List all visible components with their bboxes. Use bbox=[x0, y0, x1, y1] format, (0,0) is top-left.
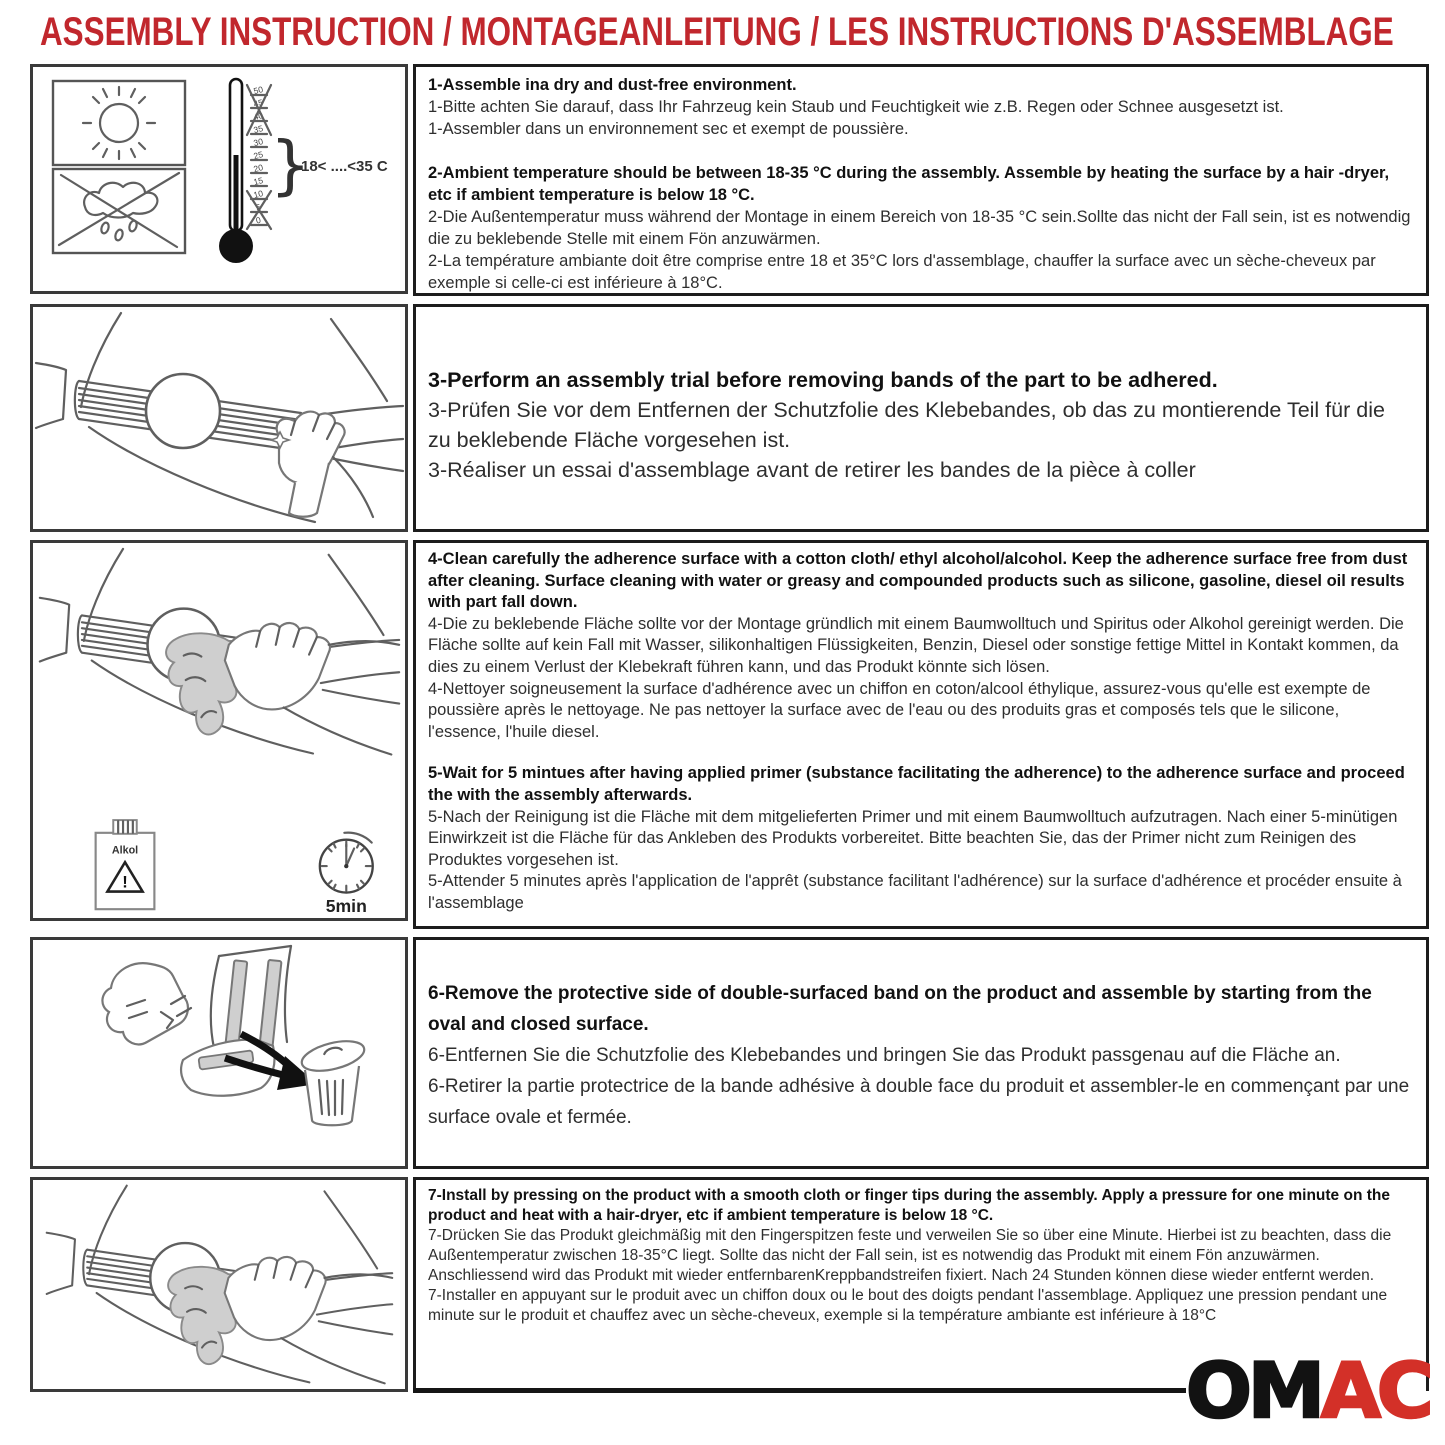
step7-fr: 7-Installer en appuyant sur le produit avec un chiffon doux ou le bout des doigts pendant l'assemblage. Appliquez une pression pendant une minute sur le produit et chauffez avec un sèche-cheveux, exemple si la température ambiante est inférieure à 18°C bbox=[428, 1287, 1388, 1324]
svg-text:25: 25 bbox=[252, 149, 265, 162]
step1-en: 1-Assemble ina dry and dust-free environment. bbox=[428, 76, 797, 94]
svg-text:0: 0 bbox=[254, 214, 262, 226]
step3-de: 3-Prüfen Sie vor dem Entfernen der Schutzfolie des Klebebandes, ob das zu montierende Teil für die zu beklebende Fläche vorgesehen ist. bbox=[428, 398, 1385, 452]
svg-text:Alkol: Alkol bbox=[111, 844, 139, 857]
svg-text:15: 15 bbox=[252, 175, 265, 188]
no-rain-box bbox=[53, 169, 185, 253]
illustration-cleaning bbox=[30, 540, 408, 921]
omac-logo bbox=[1186, 1346, 1430, 1435]
step6-en: 6-Remove the protective side of double-surfaced band on the product and assemble by starting from the oval and closed surface. bbox=[428, 983, 1372, 1035]
step4-fr: 4-Nettoyer soigneusement la surface d'adhérence avec un chiffon en coton/alcool éthylique, assurez-vous qu'elle est exempte de poussière après le nettoyage. Ne pas nettoyer la surface avec de l'eau ou des produits gras et composés tels que le silicone, l'essence, l'huile diesel. bbox=[428, 679, 1371, 741]
step3-fr: 3-Réaliser un essai d'assemblage avant de retirer les bandes de la pièce à coller bbox=[428, 458, 1196, 482]
svg-text:45: 45 bbox=[252, 97, 265, 110]
svg-text:5: 5 bbox=[254, 201, 262, 213]
step5-fr: 5-Attender 5 minutes après l'application de l'apprêt (substance facilitant l'adhérence) sur la surface d'adhérence et procéder ensuite à l'assemblage bbox=[428, 872, 1402, 912]
step5-de: 5-Nach der Reinigung ist die Fläche mit dem mitgelieferten Primer und mit einem Baumwolltuch aufzutragen. Nach einer 5-minütigen Einwirkzeit ist die Fläche für das Ankleben des Produkts vorbereitet. Bitte beachten Sie, das der Primer nicht zum Reinigen des Produktes vorgesehen ist. bbox=[428, 807, 1398, 869]
svg-text:30: 30 bbox=[252, 136, 265, 149]
alcohol-bottle-icon bbox=[96, 820, 155, 909]
step2-de: 2-Die Außentemperatur muss während der Montage in einem Bereich von 18-35 °C sein.Sollte das nicht der Fall sein, ist es notwendig die zu beklebende Stelle mit einem Fön anzuwärmen. bbox=[428, 208, 1411, 248]
section-text-step-6 bbox=[413, 937, 1429, 1169]
svg-text:40: 40 bbox=[252, 110, 265, 123]
svg-text:20: 20 bbox=[252, 162, 265, 175]
step7-de: 7-Drücken Sie das Produkt gleichmäßig mit den Fingerspitzen feste und verweilen Sie so über eine Minute. Hierbei ist zu beachten, dass die Außentemperatur zwischen 18-35°C liegt. Sollte das nicht der Fall sein, ist es notwendig das Produkt mit einem Fön anzuwärmen. Anschliessend wird das Produkt mit wieder entfernbarenKreppbandstreifen fixiert. Nach 24 Stunden können diese wieder entfernt werden. bbox=[428, 1227, 1392, 1284]
step4-de: 4-Die zu beklebende Fläche sollte vor der Montage gründlich mit einem Baumwolltuch und Spiritus oder Alkohol gereinigt werden. Die Fläche sollte auf kein Fall mit Wasser, silikonhaltigen Flüssigkeiten, Benzin, Diesel oder sonstige fettige Mittel in Kontakt kommen, da dies zu einem Verlust der Klebekraft führen kann, und das Produkt könnte sich lösen. bbox=[428, 614, 1404, 676]
step1-de: 1-Bitte achten Sie darauf, dass Ihr Fahrzeug kein Staub und Feuchtigkeit wie z.B. Regen oder Schnee ausgesetzt ist. bbox=[428, 98, 1284, 116]
section-text-step-3 bbox=[413, 304, 1429, 532]
range-brace: } bbox=[270, 129, 311, 203]
step6-de: 6-Entfernen Sie die Schutzfolie des Klebebandes und bringen Sie das Produkt passgenau auf die Fläche an. bbox=[428, 1045, 1341, 1066]
svg-text:!: ! bbox=[122, 872, 128, 892]
footer-rule bbox=[413, 1388, 1186, 1393]
omac-logo-black: OM bbox=[1186, 1346, 1321, 1435]
thermometer-icon bbox=[219, 79, 253, 263]
svg-text:50: 50 bbox=[252, 84, 265, 97]
step2-en: 2-Ambient temperature should be between 18-35 °C during the assembly. Assemble by heating the surface by a hair -dryer, etc if ambient temperature is below 18 °C. bbox=[428, 164, 1390, 204]
sun-box bbox=[53, 81, 185, 165]
hand-icon bbox=[102, 963, 191, 1044]
step4-en: 4-Clean carefully the adherence surface with a cotton cloth/ ethyl alcohol/alcohol. Keep the adherence surface free from dust after cleaning. Surface cleaning with water or greasy and compounded products such as silicone, gasoline, diesel oil results with part fall down. bbox=[428, 550, 1408, 612]
step7-en: 7-Install by pressing on the product with a smooth cloth or finger tips during the assembly. Apply a pressure for one minute on the product and heat with a hair-dryer, etc if ambient temperature is below 18 °C. bbox=[428, 1187, 1390, 1224]
illustration-remove-band bbox=[30, 937, 408, 1169]
car-grille-illustration bbox=[36, 313, 403, 522]
step5-en: 5-Wait for 5 mintues after having applied primer (substance facilitating the adherence) to the adherence surface and proceed the with the assembly afterwards. bbox=[428, 764, 1405, 804]
trash-can-icon bbox=[299, 1036, 367, 1126]
section-text-step-4-5 bbox=[413, 540, 1429, 929]
step3-en: 3-Perform an assembly trial before removing bands of the part to be adhered. bbox=[428, 368, 1218, 392]
clock-label: 5min bbox=[325, 896, 367, 917]
temperature-range-label: 18< ....<35 C bbox=[301, 158, 388, 175]
svg-text:10: 10 bbox=[252, 188, 265, 201]
clock-icon bbox=[320, 833, 373, 917]
thermometer-scale bbox=[247, 84, 271, 229]
svg-text:35: 35 bbox=[252, 123, 265, 136]
step1-fr: 1-Assembler dans un environnement sec et exempt de poussière. bbox=[428, 120, 909, 138]
step6-fr: 6-Retirer la partie protectrice de la bande adhésive à double face du produit et assembler-le en commençant par une surface ovale et fermée. bbox=[428, 1076, 1410, 1128]
illustration-press-product bbox=[30, 1177, 408, 1392]
illustration-environment-temperature bbox=[30, 64, 408, 294]
section-text-step-1-2 bbox=[413, 64, 1429, 296]
step2-fr: 2-La température ambiante doit être comprise entre 18 et 35°C lors d'assemblage, chauffer la surface avec un sèche-cheveux par exemple si celle-ci est inférieure à 18°C. bbox=[428, 252, 1376, 292]
illustration-assembly-trial bbox=[30, 304, 408, 532]
omac-logo-red: AC bbox=[1320, 1346, 1430, 1435]
page-title: ASSEMBLY INSTRUCTION / MONTAGEANLEITUNG / LES INSTRUCTIONS D'ASSEMBLAGE bbox=[40, 10, 1394, 54]
